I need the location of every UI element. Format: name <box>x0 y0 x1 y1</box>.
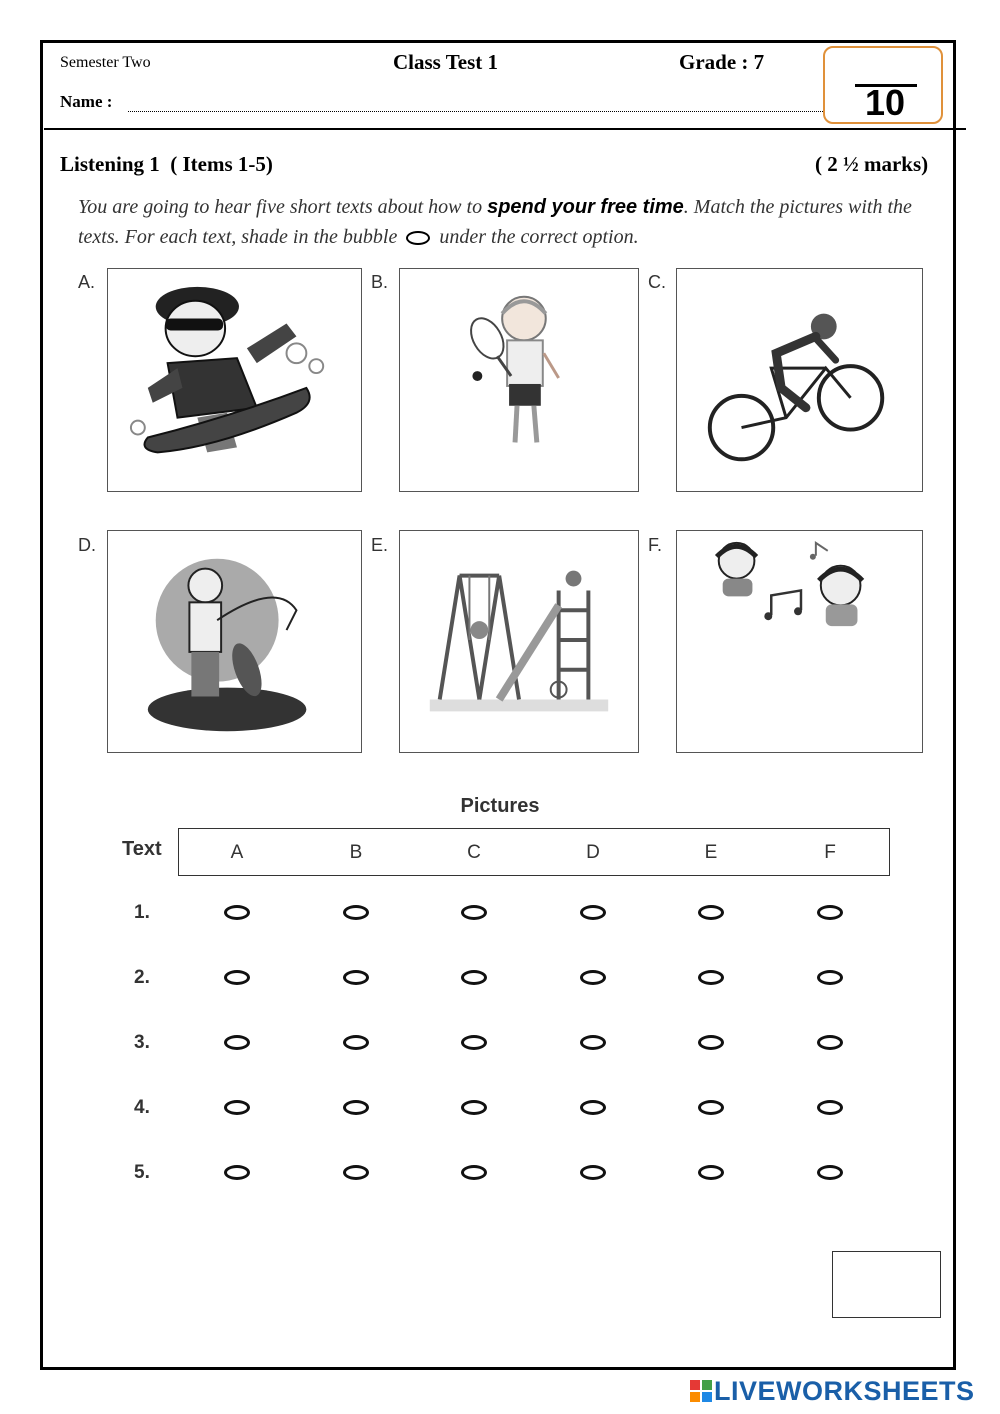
table-row-header: Text <box>122 838 162 860</box>
answer-bubble-2-b[interactable] <box>343 970 369 985</box>
col-header-c: C <box>467 842 481 863</box>
col-header-d: D <box>586 842 600 863</box>
answer-bubble-2-e[interactable] <box>698 970 724 985</box>
answer-bubble-1-c[interactable] <box>461 905 487 920</box>
answer-bubble-3-b[interactable] <box>343 1035 369 1050</box>
section-title: Listening 1 ( Items 1-5) <box>60 152 273 176</box>
answer-bubble-1-b[interactable] <box>343 905 369 920</box>
grade-label: Grade : 7 <box>679 50 765 74</box>
col-header-f: F <box>824 842 836 863</box>
answer-bubble-5-e[interactable] <box>698 1165 724 1180</box>
answer-bubble-4-b[interactable] <box>343 1100 369 1115</box>
row-label-4: 4. <box>134 1097 150 1118</box>
name-input-line[interactable] <box>128 99 823 112</box>
row-label-2: 2. <box>134 967 150 988</box>
answer-bubble-3-e[interactable] <box>698 1035 724 1050</box>
header-divider <box>44 128 966 130</box>
liveworksheets-logo <box>690 1376 975 1406</box>
picture-label-a: A. <box>78 272 96 292</box>
instruction-emphasis: spend your free time <box>487 196 684 218</box>
answer-bubble-2-a[interactable] <box>224 970 250 985</box>
answer-bubble-4-f[interactable] <box>817 1100 843 1115</box>
brand-name: LIVEWORKSHEETS <box>714 1376 975 1406</box>
answer-bubble-5-b[interactable] <box>343 1165 369 1180</box>
instructions: You are going to hear five short texts about how to spend your free time. Match the pictures with the texts. For each text, shade in the bubble under the correct option. <box>78 196 912 248</box>
score-total: 10 <box>864 82 906 123</box>
picture-label-b: B. <box>371 272 389 292</box>
kids-music-icon <box>677 531 922 752</box>
row-label-3: 3. <box>134 1032 150 1053</box>
answer-bubble-3-f[interactable] <box>817 1035 843 1050</box>
bubble-example-icon <box>406 231 430 245</box>
answer-bubble-4-a[interactable] <box>224 1100 250 1115</box>
answer-bubble-2-d[interactable] <box>580 970 606 985</box>
answer-bubble-1-f[interactable] <box>817 905 843 920</box>
answer-bubble-2-c[interactable] <box>461 970 487 985</box>
score-box <box>823 46 943 124</box>
answer-bubble-3-d[interactable] <box>580 1035 606 1050</box>
picture-label-f: F. <box>648 535 663 555</box>
name-label: Name : <box>60 92 113 111</box>
picture-d <box>107 530 362 753</box>
row-label-5: 5. <box>134 1162 150 1183</box>
col-header-a: A <box>230 842 244 863</box>
playground-icon <box>400 531 638 752</box>
snowboarder-icon <box>108 269 361 491</box>
test-title: Class Test 1 <box>393 50 499 74</box>
answer-bubble-5-d[interactable] <box>580 1165 606 1180</box>
picture-label-c: C. <box>648 272 666 292</box>
picture-c <box>676 268 923 492</box>
picture-b <box>399 268 639 492</box>
picture-a <box>107 268 362 492</box>
picture-label-d: D. <box>78 535 96 555</box>
answer-bubble-4-e[interactable] <box>698 1100 724 1115</box>
brand-squares-icon <box>690 1380 712 1402</box>
answer-bubble-1-e[interactable] <box>698 905 724 920</box>
picture-label-e: E. <box>371 535 389 555</box>
picture-f <box>676 530 923 753</box>
answer-bubble-3-a[interactable] <box>224 1035 250 1050</box>
table-header-box <box>178 828 890 876</box>
answer-bubble-5-f[interactable] <box>817 1165 843 1180</box>
row-label-1: 1. <box>134 902 150 923</box>
col-header-e: E <box>704 842 718 863</box>
col-header-b: B <box>349 842 363 863</box>
squash-player-icon <box>400 269 638 491</box>
fisherman-icon <box>108 531 361 752</box>
table-title: Pictures <box>460 795 540 817</box>
answer-bubble-5-c[interactable] <box>461 1165 487 1180</box>
answer-bubble-1-d[interactable] <box>580 905 606 920</box>
answer-bubble-1-a[interactable] <box>224 905 250 920</box>
answer-bubble-4-c[interactable] <box>461 1100 487 1115</box>
cyclist-icon <box>677 269 922 491</box>
mark-box <box>832 1251 941 1318</box>
semester-label: Semester Two <box>60 54 151 71</box>
answer-bubble-4-d[interactable] <box>580 1100 606 1115</box>
section-marks: ( 2 ½ marks) <box>815 152 929 176</box>
answer-bubble-2-f[interactable] <box>817 970 843 985</box>
picture-e <box>399 530 639 753</box>
answer-bubble-5-a[interactable] <box>224 1165 250 1180</box>
answer-bubble-3-c[interactable] <box>461 1035 487 1050</box>
